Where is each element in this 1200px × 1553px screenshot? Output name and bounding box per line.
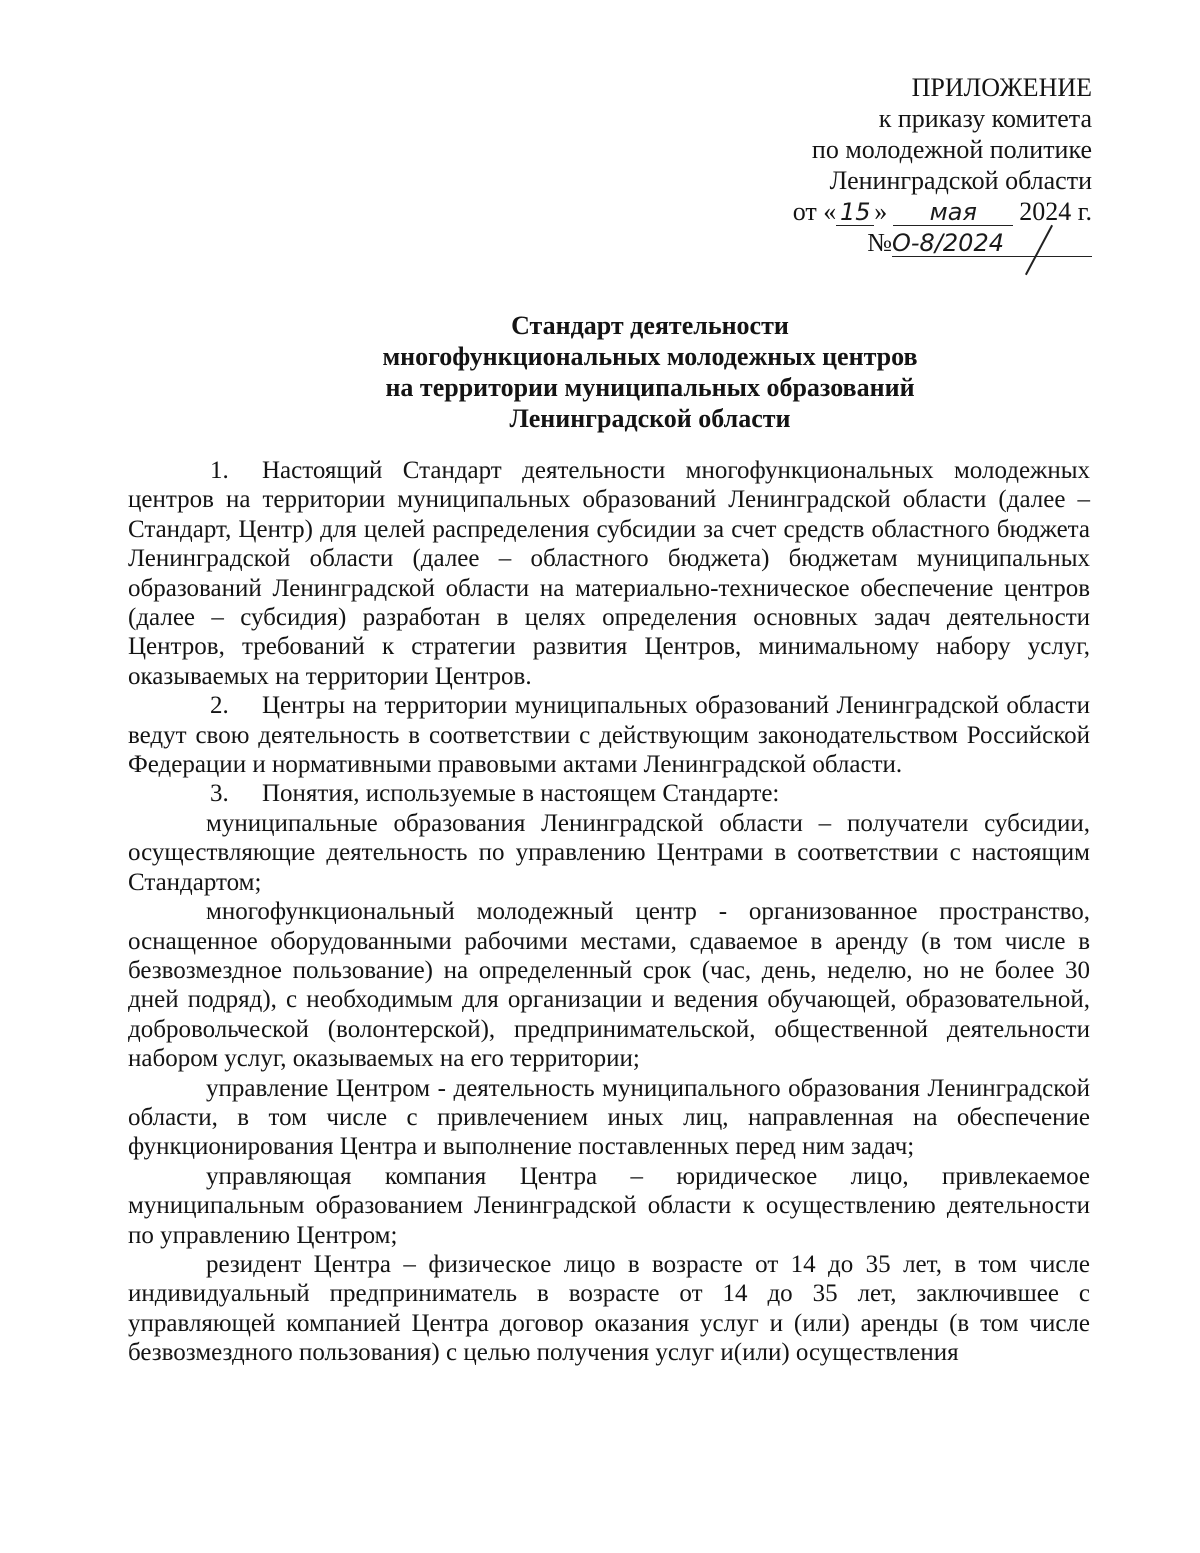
order-date (793, 196, 1092, 227)
paragraph-1 (128, 456, 1090, 691)
title-line-1: Стандарт деятельности (511, 311, 789, 340)
date-year: 2024 г. (1019, 197, 1092, 226)
date-mid: » (874, 197, 888, 226)
paragraph-definition-resident: резидент Центра – физическое лицо в возрасте от 14 до 35 лет, в том числе индивидуальный предприниматель в возрасте от 14 до 35 лет, заключившее с управляющей компанией Центра договор оказания услуг и (или) аренды (в том числе безвозмездного пользования) с целью получения услуг и(или) осуществления (128, 1250, 1090, 1367)
date-month: мая (893, 199, 1013, 226)
appendix-line-1: к приказу комитета (878, 104, 1092, 133)
title-line-2: многофункциональных молодежных центров (382, 342, 918, 371)
paragraph-text: Понятия, используемые в настоящем Стандарте: (262, 780, 780, 808)
paragraph-definition-municipal: муниципальные образования Ленинградской области – получатели субсидии, осуществляющие деятельность по управлению Центрами в соответствии с настоящим Стандартом; (128, 809, 1090, 896)
paragraph-number: 1. (210, 457, 229, 484)
appendix-line-3: Ленинградской области (829, 166, 1092, 195)
paragraph-3 (128, 779, 1090, 808)
paragraph-number: 2. (210, 692, 229, 720)
number-prefix: № (867, 228, 892, 257)
paragraph-text: Центры на территории муниципальных образований Ленинградской области ведут свою деятельность в соответствии с действующим законодательством Российской Федерации и нормативными правовыми актами Ленинградской области. (128, 692, 1090, 779)
date-prefix: от « (792, 197, 837, 226)
paragraph-number: 3. (210, 780, 229, 808)
paragraph-2 (128, 691, 1090, 779)
date-day: 15 (836, 199, 874, 226)
paragraph-definition-center: многофункциональный молодежный центр - организованное пространство, оснащенное оборудованными рабочими местами, сдаваемое в аренду (в том числе в безвозмездное пользование) на определенный срок (час, день, неделю, но не более 30 дней подряд), с необходимым для организации и ведения обучающей, образовательной, добровольческой (волонтерской), предпринимательской, общественной деятельности набором услуг, оказываемых на его территории; (128, 898, 1090, 1073)
document-title (0, 310, 1200, 434)
document-body (128, 456, 1090, 1368)
title-line-4: Ленинградской области (509, 404, 791, 433)
paragraph-definition-company: управляющая компания Центра – юридическое лицо, привлекаемое муниципальным образованием Ленинградской области к осуществлению деятельности по управлению Центром; (128, 1162, 1090, 1249)
appendix-label: ПРИЛОЖЕНИЕ (911, 73, 1092, 102)
title-line-3: на территории муниципальных образований (385, 373, 915, 402)
appendix-line-2: по молодежной политике (811, 135, 1092, 164)
paragraph-text: Настоящий Стандарт деятельности многофункциональных молодежных центров на территории муниципальных образований Ленинградской области (далее – Стандарт, Центр) для целей распределения субсидии за счет средств областного бюджета Ленинградской области (далее – областного бюджета) бюджетам муниципальных образований Ленинградской области на материально-техническое обеспечение центров (далее – субсидия) разработан в целях определения основных задач деятельности Центров, требований к стратегии развития Центров, минимальному набору услуг, оказываемых на территории Центров. (128, 457, 1090, 690)
number-value: О-8/2024 (892, 230, 1092, 257)
paragraph-definition-management: управление Центром - деятельность муниципального образования Ленинградской области, в том числе с привлечением иных лиц, направленная на обеспечение функционирования Центра и выполнение поставленных перед ним задач; (128, 1074, 1090, 1161)
